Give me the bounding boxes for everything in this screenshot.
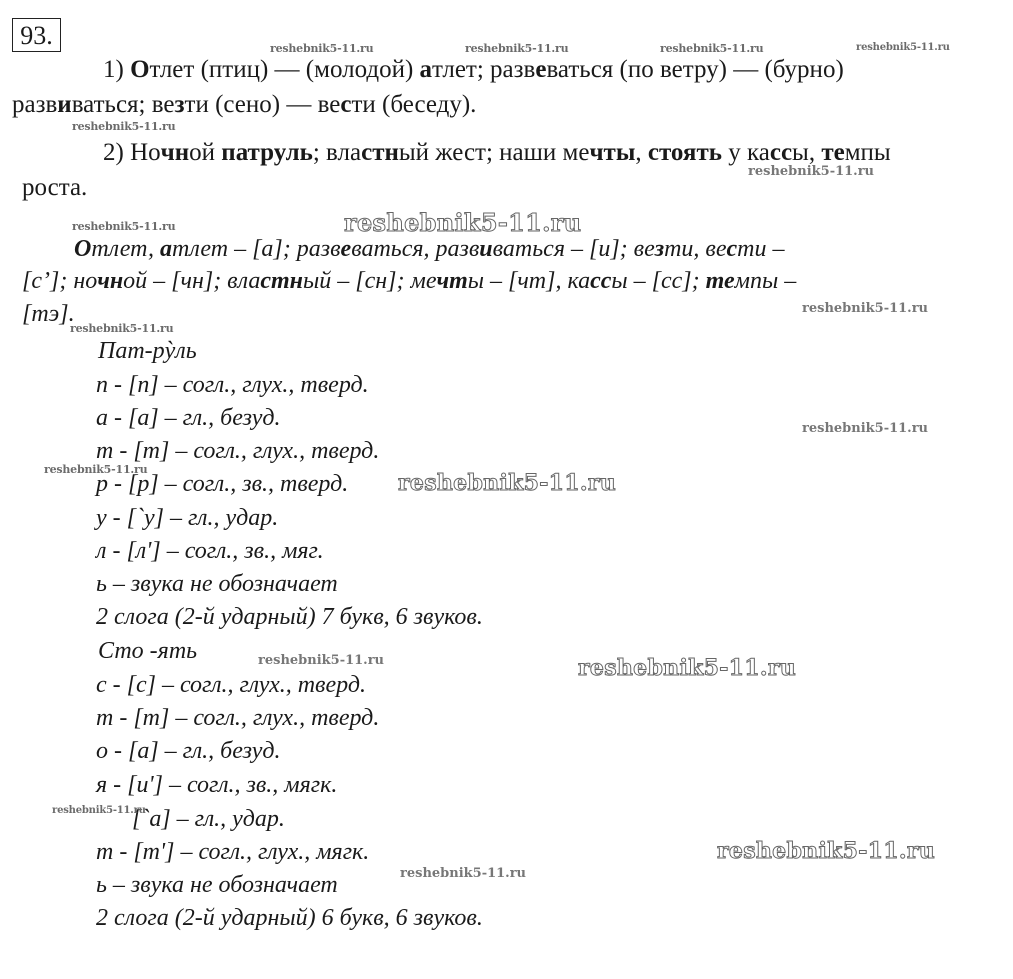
watermark: reshebnik5-11.ru (258, 653, 385, 668)
stoyat-line: с - [с] – согл., глух., тверд. (96, 672, 366, 698)
paragraph-2-line-1: 2) Ночной патруль; властный жест; наши мечты, стоять у кассы, темпы (103, 139, 891, 166)
watermark: reshebnik5-11.ru (44, 463, 148, 476)
paragraph-1-line-2: развиваться; везти (сено) — вести (беседу). (12, 91, 477, 118)
watermark: reshebnik5-11.ru (270, 42, 374, 55)
patrul-line: л - [л'] – согл., зв., мяг. (96, 538, 324, 564)
watermark: reshebnik5-11.ru (52, 805, 146, 816)
stoyat-line: т - [т'] – согл., глух., мягк. (96, 839, 370, 865)
stoyat-line: о - [а] – гл., безуд. (96, 738, 281, 764)
patrul-line: ь – звука не обозначает (96, 571, 338, 597)
watermark: reshebnik5-11.ru (748, 164, 875, 179)
stoyat-summary: 2 слога (2-й ударный) 6 букв, 6 звуков. (96, 905, 483, 931)
paragraph-2-line-2: роста. (22, 174, 88, 201)
watermark: reshebnik5-11.ru (660, 42, 764, 55)
watermark: reshebnik5-11.ru (578, 655, 797, 681)
watermark: reshebnik5-11.ru (70, 322, 174, 335)
analysis-line-2: [с’]; ночной – [чн]; властный – [сн]; мечты – [чт], кассы – [сс]; темпы – (22, 268, 797, 294)
analysis-line-3: [тэ]. (22, 301, 75, 327)
watermark: reshebnik5-11.ru (72, 120, 176, 133)
stoyat-line: [`а] – гл., удар. (132, 806, 285, 832)
task-number: 93. (12, 18, 61, 52)
patrul-line: п - [п] – согл., глух., тверд. (96, 372, 369, 398)
patrul-title: Пат-рỳль (98, 338, 197, 364)
paragraph-1-line-1: 1) Отлет (птиц) — (молодой) атлет; развеваться (по ветру) — (бурно) (103, 56, 844, 83)
watermark: reshebnik5-11.ru (856, 42, 950, 53)
patrul-line: р - [р] – согл., зв., тверд. (96, 471, 349, 497)
watermark: reshebnik5-11.ru (717, 838, 936, 864)
patrul-summary: 2 слога (2-й ударный) 7 букв, 6 звуков. (96, 604, 483, 630)
stoyat-line: ь – звука не обозначает (96, 872, 338, 898)
patrul-line: т - [т] – согл., глух., тверд. (96, 438, 380, 464)
watermark: reshebnik5-11.ru (72, 220, 176, 233)
stoyat-title: Сто -ять (98, 638, 198, 664)
patrul-line: у - [`у] – гл., удар. (96, 505, 279, 531)
stoyat-line: т - [т] – согл., глух., тверд. (96, 705, 380, 731)
stoyat-line: я - [и'] – согл., зв., мягк. (96, 772, 338, 798)
watermark: reshebnik5-11.ru (344, 208, 582, 237)
watermark: reshebnik5-11.ru (398, 470, 617, 496)
analysis-line-1: Отлет, атлет – [а]; развеваться, развиваться – [и]; везти, вести – (74, 236, 785, 262)
patrul-line: а - [а] – гл., безуд. (96, 405, 281, 431)
watermark: reshebnik5-11.ru (802, 301, 929, 316)
watermark: reshebnik5-11.ru (465, 42, 569, 55)
watermark: reshebnik5-11.ru (400, 866, 527, 881)
watermark: reshebnik5-11.ru (802, 421, 929, 436)
